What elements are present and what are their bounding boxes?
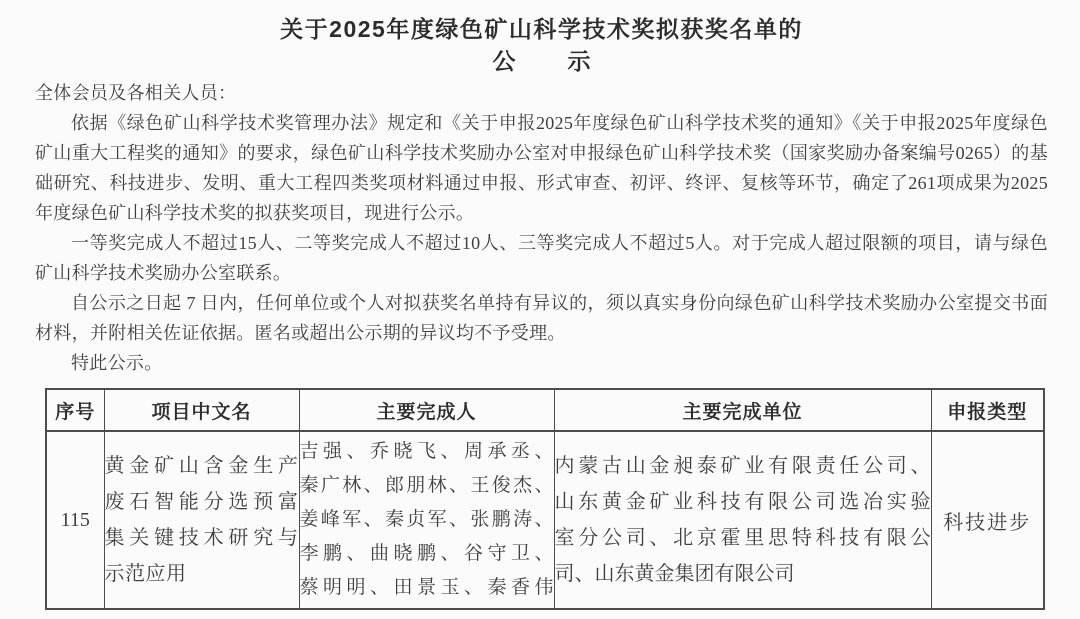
paragraph-limits: 一等奖完成人不超过15人、二等奖完成人不超过10人、三等奖完成人不超过5人。对于完成人超过限额的项目，请与绿色矿山科学技术奖励办公室联系。 [35, 233, 1048, 283]
cell-project-name [104, 431, 299, 609]
completers-line: 蔡明明、田景玉、秦香伟 [299, 577, 554, 598]
header-seq: 序号 [46, 389, 104, 431]
project-name-line: 黄金矿山含金生产 [104, 455, 299, 477]
organizations-line: 室分公司、北京霍里思特科技有限公 [554, 527, 931, 549]
header-category: 申报类型 [931, 389, 1044, 431]
completers-line: 李鹏、曲晓鹏、谷守卫、 [299, 543, 554, 564]
page-subtitle [35, 46, 1048, 76]
project-name-line: 集关键技术研究与 [104, 527, 299, 549]
table-row [46, 431, 1044, 609]
cell-organizations [554, 431, 931, 609]
completers-line: 吉强、乔晓飞、周承丞、 [299, 441, 554, 462]
organizations-line: 山东黄金矿业科技有限公司选冶实验 [554, 491, 931, 513]
cell-completers [299, 431, 554, 609]
paragraph-objection: 自公示之日起 7 日内，任何单位或个人对拟获奖名单持有异议的，须以真实身份向绿色矿山科学技术奖励办公室提交书面材料，并附相关佐证依据。匿名或超出公示期的异议均不予受理。 [35, 293, 1048, 343]
award-table [45, 388, 1045, 610]
header-project-name: 项目中文名 [104, 389, 299, 431]
header-organizations: 主要完成单位 [554, 389, 931, 431]
completers-line: 秦广林、郎朋林、王俊杰、 [299, 475, 554, 496]
organizations-line: 内蒙古山金昶泰矿业有限责任公司、 [554, 455, 931, 477]
subtitle-char-left: 公 [492, 48, 516, 74]
organizations-line: 司、山东黄金集团有限公司 [554, 563, 795, 585]
paragraph-closing: 特此公示。 [71, 353, 163, 373]
cell-seq: 115 [46, 431, 104, 609]
paragraph-basis: 依据《绿色矿山科学技术奖管理办法》规定和《关于申报2025年度绿色矿山科学技术奖的通知》《关于申报2025年度绿色矿山重大工程奖的通知》的要求，绿色矿山科学技术奖励办公室对申报绿色矿山科学技术奖（国家奖励办备案编号0265）的基础研究、科技进步、发明、重大工程四类奖项材料通过申报、形式审查、初评、终评、复核等环节，确定了261项成果为2025年度绿色矿山科学技术奖的拟获奖项目，现进行公示。 [35, 113, 1048, 223]
salutation: 全体会员及各相关人员： [35, 83, 237, 103]
page-title: 关于2025年度绿色矿山科学技术奖拟获奖名单的 [280, 16, 803, 42]
cell-category: 科技进步 [931, 431, 1044, 609]
completers-line: 姜峰军、秦贞军、张鹏涛、 [299, 509, 554, 530]
subtitle-char-right: 示 [567, 48, 591, 74]
project-name-line: 废石智能分选预富 [104, 491, 299, 513]
table-header-row [46, 389, 1044, 431]
header-completers: 主要完成人 [299, 389, 554, 431]
project-name-line: 示范应用 [104, 563, 187, 585]
